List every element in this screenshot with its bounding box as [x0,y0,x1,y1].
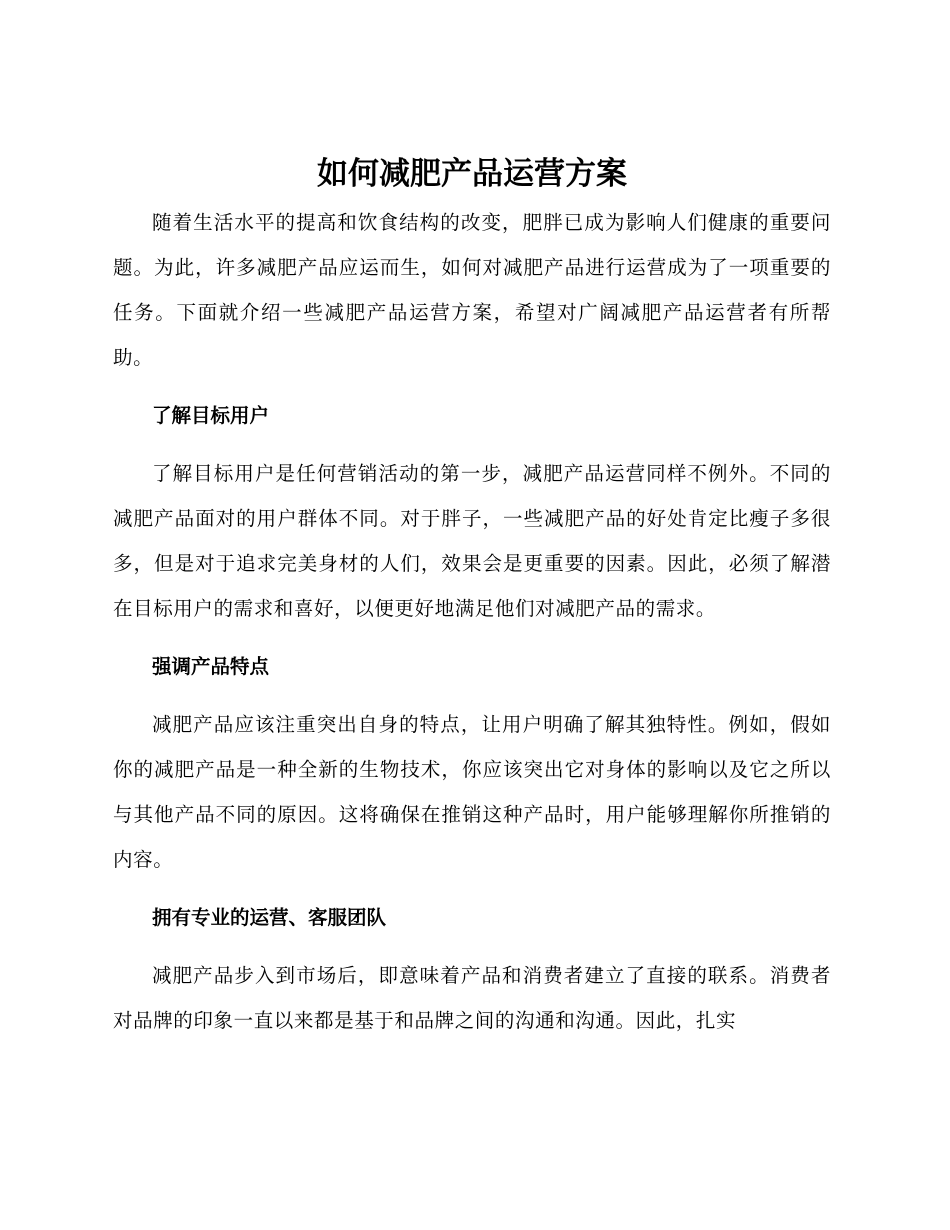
document-title: 如何减肥产品运营方案 [317,156,627,192]
section-body-operations-team: 减肥产品步入到市场后，即意味着产品和消费者建立了直接的联系。消费者对品牌的印象一直以来都是基于和品牌之间的沟通和沟通。因此，扎实 [113,964,831,1032]
section-body-target-users: 了解目标用户是任何营销活动的第一步，减肥产品运营同样不例外。不同的减肥产品面对的用户群体不同。对于胖子，一些减肥产品的好处肯定比瘦子多很多，但是对于追求完美身材的人们，效果会是更重要的因素。因此，必须了解潜在目标用户的需求和喜好，以便更好地满足他们对减肥产品的需求。 [113,462,831,620]
section-body-product-features: 减肥产品应该注重突出自身的特点，让用户明确了解其独特性。例如，假如你的减肥产品是一种全新的生物技术，你应该突出它对身体的影响以及它之所以与其他产品不同的原因。这将确保在推销这种产品时，用户能够理解你所推销的内容。 [113,713,831,871]
intro-paragraph: 随着生活水平的提高和饮食结构的改变，肥胖已成为影响人们健康的重要问题。为此，许多减肥产品应运而生，如何对减肥产品进行运营成为了一项重要的任务。下面就介绍一些减肥产品运营方案，希望对广阔减肥产品运营者有所帮助。 [113,211,831,369]
section-heading-product-features: 强调产品特点 [152,655,270,678]
document-content [113,150,831,1043]
section-heading-operations-team: 拥有专业的运营、客服团队 [152,906,387,929]
section-heading-target-users: 了解目标用户 [152,404,270,427]
